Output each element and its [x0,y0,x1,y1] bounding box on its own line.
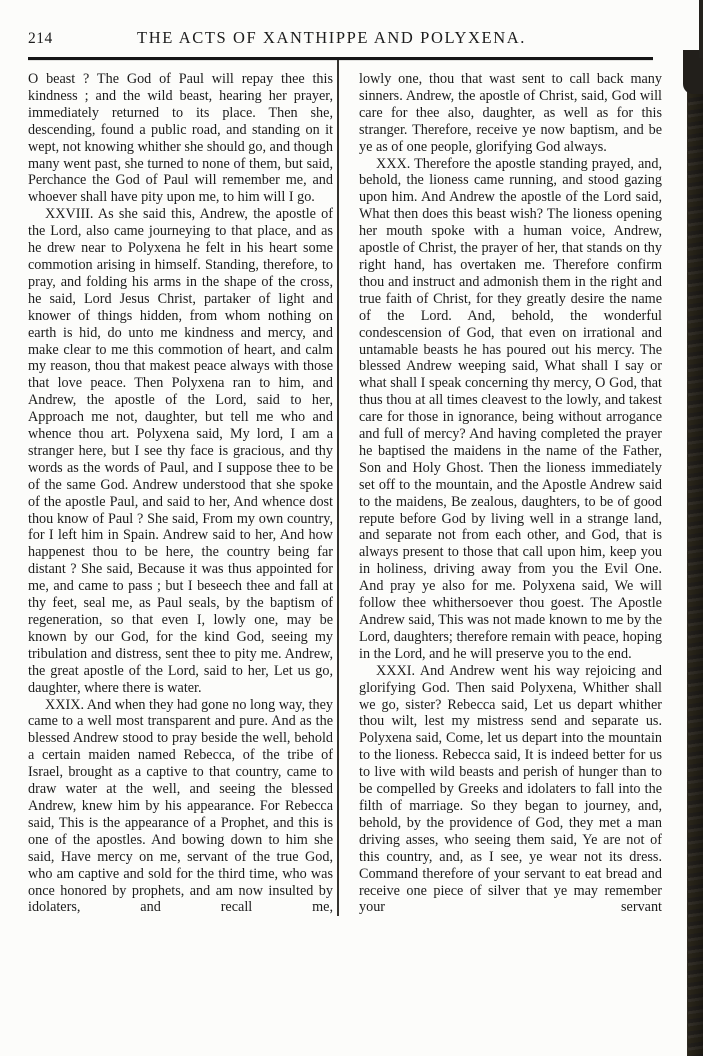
scan-edge-line [699,0,703,58]
column-divider [337,60,339,916]
text-columns [28,60,663,916]
page-number: 214 [28,30,53,47]
paragraph: XXVIII. As she said this, Andrew, the apostle of the Lord, also came journeying to that place, and as he drew near to Polyxena he felt in his heart some commotion arising in himself. Standing, therefore, to pray, and folding his arms in the shape of the cross, he said, Lord Jesus Christ, partaker of light and knower of things hidden, from whom nothing on earth is hid, do unto me kindness and mercy, and make clear to me this commotion of heart, and calm my reason, thou that makest peace always with those that love peace. Then Polyxena ran to him, and Andrew, the apostle of the Lord, said to her, Approach me not, daughter, but tell me who and whence thou art. Polyxena said, My lord, I am a stranger here, but I see thy face is gracious, and thy words as the words of Paul, and I suppose thee to be of the same God. Andrew understood that she spoke of the apostle Paul, and said to her, And whence dost thou know of Paul ? She said, From my own country, for I left him in Spain. Andrew said to her, And how happenest thou to be here, the country being far distant ? She said, Because it was thus appointed for me, and came to pass ; but I beseech thee and fall at thy feet, seal me, as Paul seals, by the baptism of regeneration, so that even I, lowly one, may be known by our God, for the kind God, seeing my tribulation and distress, sent thee to pity me. Andrew, the great apostle of the Lord, said to her, Let us go, daughter, where there is water. [28,206,333,696]
paragraph: O beast ? The God of Paul will repay thee this kindness ; and the wild beast, hearing her prayer, immediately returned to its place. Then she, descending, found a public road, and standing on it wept, not knowing whither she should go, and though many went past, she turned to none of them, but said, Perchance the God of Paul will remember me, and whoever shall have pity upon me, to him will I go. [28,71,334,206]
left-column [28,60,333,916]
paragraph: lowly one, thou that wast sent to call back many sinners. Andrew, the apostle of Christ, said, God will care for thee also, daughter, as well as for this stranger. Therefore, receive ye now baptism, and be ye as of one people, glorifying God always. [359,71,662,155]
paragraph: XXIX. And when they had gone no long way, they came to a well most transparent and pure. And as the blessed Andrew stood to pray beside the well, behold a certain maiden named Rebecca, of the tribe of Israel, brought as a captive to that country, came to draw water at the well, and seeing the blessed Andrew, knew him by his appearance. For Rebecca said, This is the appearance of a Prophet, and this is one of the apostles. And bowing down to him she said, Have mercy on me, servant of the true God, who am captive and sold for the third time, who was once honored by prophets, and am now insulted by idolaters, and recall me, [28,696,333,916]
running-title: THE ACTS OF XANTHIPPE AND POLYXENA. [137,28,526,47]
right-column [359,60,662,916]
paragraph: XXX. Therefore the apostle standing prayed, and, behold, the lioness came running, and stood gazing upon him. And Andrew the apostle of the Lord said, What then does this beast wish? The lioness opening her mouth spoke with a human voice, Andrew, apostle of Christ, the prayer of her, that stands on thy right hand, has overtaken me. Therefore confirm thou and instruct and admonish them in the right and true faith of Christ, for they greatly desire the name of the Lord. And, behold, the wonderful condescension of God, that even on irrational and untamable beasts he has poured out his mercy. The blessed Andrew weeping said, What shall I say or what shall I speak concerning thy mercy, O God, that thus thou at all times cleavest to the lowly, and takest care for those in ignorance, being without arrogance and full of mercy? And having completed the prayer he baptised the maidens in the name of the Father, Son and Holy Ghost. Then the lioness immediately set off to the mountain, and the Apostle Andrew said to the maidens, Be zealous, daughters, to be of good repute before God by living well in a strange land, and separate not from each other, and God, that is always present to those that call upon him, keep you in holiness, driving away from you the Evil One. And pray ye also for me. Polyxena said, We will follow thee whithersoever thou goest. The Apostle Andrew said, This was not made known to me by the Lord, daughters; therefore remain with peace, hoping in the Lord, and he will preserve you to the end. [359,155,662,662]
paragraph: XXXI. And Andrew went his way rejoicing and glorifying God. Then said Polyxena, Whither shall we go, sister? Rebecca said, Let us depart whither thou wilt, lest my mistress send and separate us. Polyxena said, Come, let us depart into the mountain to the lioness. Rebecca said, It is indeed better for us to live with wild beasts and perish of hunger than to be compelled by Greeks and idolaters to fall into the filth of marriage. So they began to journey, and, behold, by the providence of God, they met a man driving asses, who seeing them said, Ye are not of this country, and, as I see, ye wear not its dress. Command therefore of your servant to eat bread and receive one piece of silver that ye may remember your servant [359,662,662,916]
scan-edge-band [687,50,703,1056]
